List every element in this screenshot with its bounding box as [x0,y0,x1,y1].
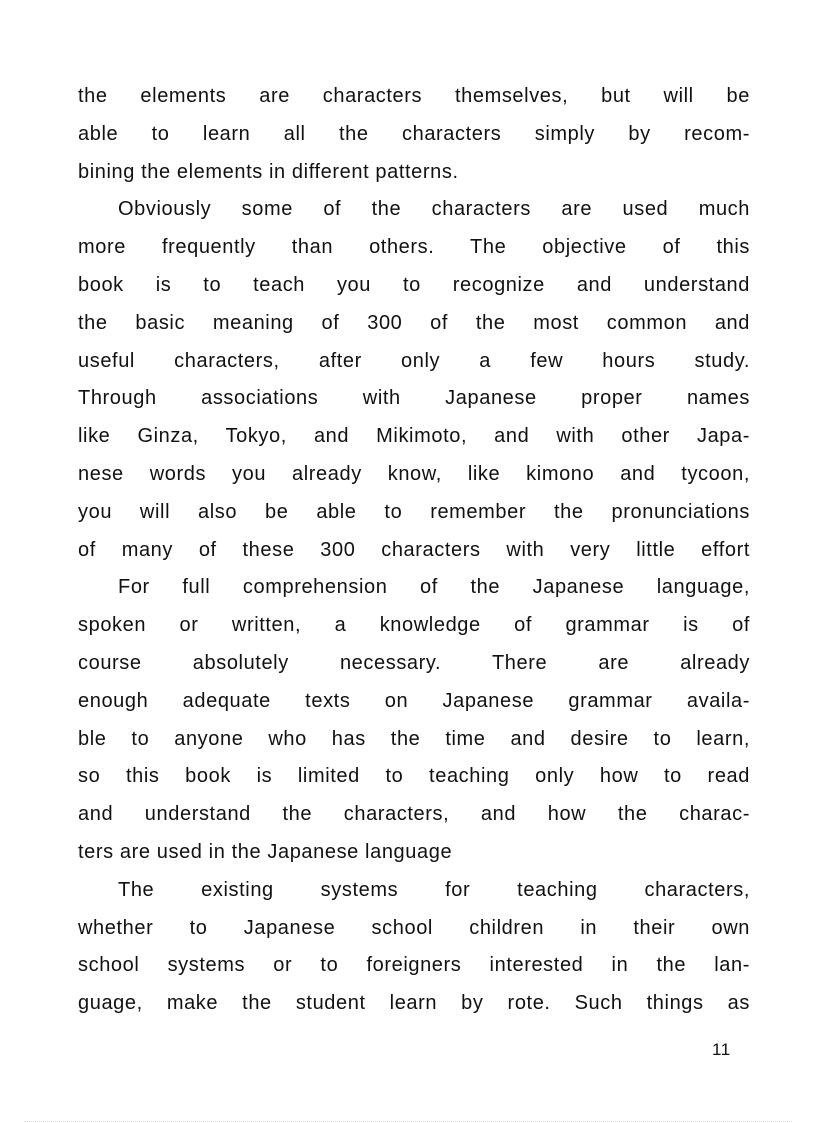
text-line: nese words you already know, like kimono and tycoon, [78,462,750,485]
text-line: you will also be able to remember the pronunciations [78,500,750,523]
text-line: Through associations with Japanese proper names [78,387,750,410]
text-line: bining the elements in different patterns. [78,160,459,183]
paragraph-3 [78,569,750,871]
text-line: whether to Japanese school children in their own [78,916,750,939]
paragraph-2 [78,191,750,569]
page-number: 11 [712,1040,731,1059]
paragraph-1 [78,78,750,191]
paragraph-4 [78,872,750,1023]
text-line: able to learn all the characters simply by recom- [78,122,750,145]
text-line: spoken or written, a knowledge of grammar is of [78,614,750,637]
text-line: and understand the characters, and how the charac- [78,803,750,826]
text-line: ters are used in the Japanese language [78,840,453,863]
text-line: enough adequate texts on Japanese grammar availa- [78,689,750,712]
page-bottom-rule [24,1121,792,1122]
text-line: the basic meaning of 300 of the most common and [78,311,750,334]
text-line: For full comprehension of the Japanese language, [118,576,750,599]
text-line: more frequently than others. The objective of this [78,236,750,259]
text-line: school systems or to foreigners interested in the lan- [78,954,750,977]
text-line: useful characters, after only a few hours study. [78,349,750,372]
text-line: Obviously some of the characters are used much [118,198,750,221]
text-line: of many of these 300 characters with very little effort [78,538,750,561]
text-line: like Ginza, Tokyo, and Mikimoto, and with other Japa- [78,425,750,448]
text-line: The existing systems for teaching characters, [118,878,750,901]
text-line: course absolutely necessary. There are already [78,651,750,674]
page-body [78,78,750,1023]
text-line: book is to teach you to recognize and understand [78,273,750,296]
text-line: guage, make the student learn by rote. Such things as [78,992,750,1015]
text-line: the elements are characters themselves, but will be [78,85,750,107]
text-line: so this book is limited to teaching only how to read [78,765,750,788]
text-line: ble to anyone who has the time and desire to learn, [78,727,750,750]
